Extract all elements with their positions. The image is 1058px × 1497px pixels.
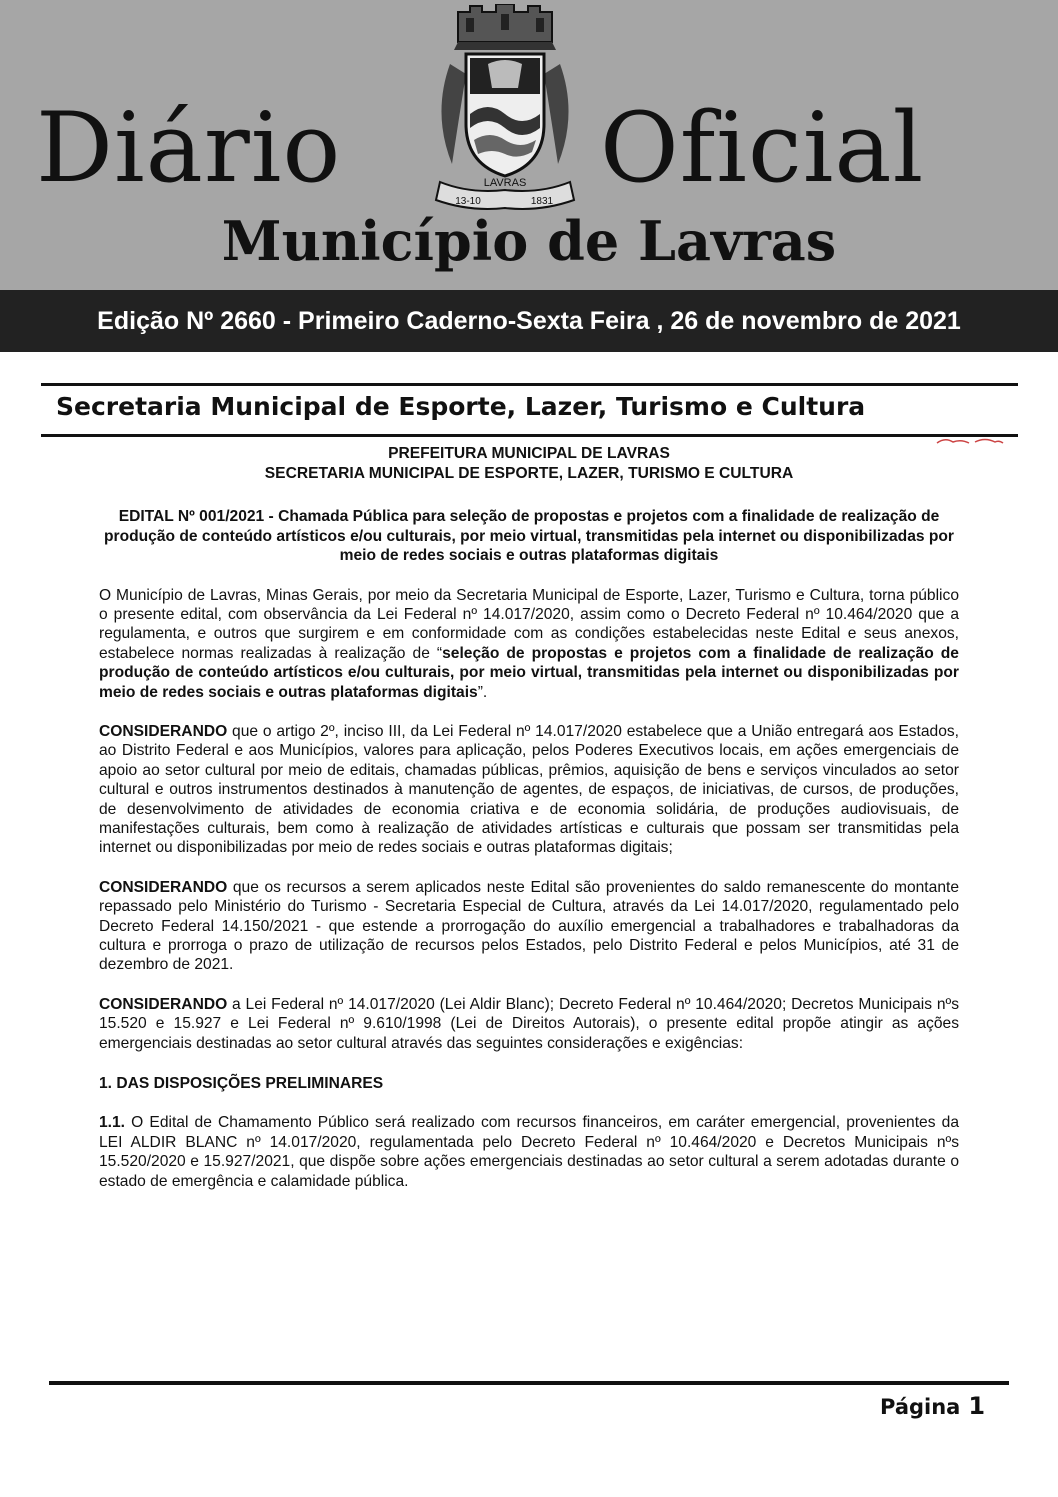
masthead xyxy=(0,0,1058,290)
page-label: Página xyxy=(880,1395,961,1419)
intro-bold-text: seleção de propostas e projetos com a finalidade de realização de produção de conteúdo artísticos e/ou culturais, por meio virtual, transmitidas pela internet ou disponibilizadas por meio de redes sociais e outras plataformas digitais xyxy=(99,644,959,701)
considerando-text: que o artigo 2º, inciso III, da Lei Federal nº 14.017/2020 estabelece que a União entregará aos Estados, ao Distrito Federal e aos Municípios, valores para aplicação, pelos Poderes Executivos locais, em ações emergenciais de apoio ao setor cultural por meio de editais, chamadas públicas, prêmios, aquisição de bens e serviços vinculados ao setor cultural e outros instrumentos destinados à manutenção de agentes, de espaços, de iniciativas, de cursos, de produções, de desenvolvimento de atividades de economia criativa e de economia solidária, de produções audiovisuais, de manifestações culturais, bem como à realização de atividades artísticas e culturais que possam ser transmitidas pela internet ou disponibilizadas por meio de redes sociais e outras plataformas digitais; xyxy=(99,722,959,857)
considerando-paragraph xyxy=(99,995,959,1053)
section-rule-top xyxy=(41,383,1018,386)
considerando-paragraph xyxy=(99,878,959,975)
edition-text: Edição Nº 2660 - Primeiro Caderno-Sexta Feira , 26 de novembro de 2021 xyxy=(97,306,961,335)
edition-bar xyxy=(0,290,1058,352)
clause-text: O Edital de Chamamento Público será realizado com recursos financeiros, em caráter emergencial, provenientes da LEI ALDIR BLANC nº 14.017/2020, regulamentada pelo Decreto Federal nº 10.464/2020 e Decretos Municipais nºs 15.520/2020 e 15.927/2021, que dispõe sobre ações emergenciais destinadas ao setor cultural a serem adotadas durante o estado de emergência e calamidade pública. xyxy=(99,1114,959,1190)
document-body xyxy=(99,444,959,1191)
intro-end: ”. xyxy=(477,683,488,701)
considerando-text: a Lei Federal nº 14.017/2020 (Lei Aldir Blanc); Decreto Federal nº 10.464/2020; Decretos Municipais nºs 15.520 e 15.927 e Lei Federal nº 9.610/1998 (Lei de Direitos Autorais), o presente edital propõe atingir as ações emergenciais destinadas ao setor cultural através das seguintes considerações e exigências: xyxy=(99,995,959,1052)
title-diario: Diário xyxy=(36,92,342,204)
considerando-paragraph xyxy=(99,722,959,858)
crest-ribbon-text: LAVRAS xyxy=(483,177,527,189)
org-line: PREFEITURA MUNICIPAL DE LAVRAS xyxy=(388,445,670,462)
crest-date-right: 1831 xyxy=(530,196,554,207)
edital-title: EDITAL Nº 001/2021 - Chamada Pública para seleção de propostas e projetos com a finalidade de realização de produção de conteúdo artísticos e/ou culturais, por meio virtual, transmitidas pela internet ou disponibilizadas por meio de redes sociais e outras plataformas digitais xyxy=(104,508,954,564)
considerando-lead: CONSIDERANDO xyxy=(99,722,228,740)
section-heading: 1. DAS DISPOSIÇÕES PRELIMINARES xyxy=(99,1075,384,1093)
considerando-text: que os recursos a serem aplicados neste Edital são provenientes do saldo remanescente do montante repassado pelo Ministério do Turismo - Secretaria Especial de Cultura, através da Lei 14.017/2020, regulamentado pelo Decreto Federal 14.150/2021 - que estende a prorrogação do auxílio emergencial a trabalhadores e trabalhadoras da cultura e prorroga o prazo de utilização de recursos pelos Estados, pelo Distrito Federal e pelos Municípios, até 31 de dezembro de 2021. xyxy=(99,878,959,974)
title-oficial: Oficial xyxy=(600,92,925,204)
org-line: SECRETARIA MUNICIPAL DE ESPORTE, LAZER, TURISMO E CULTURA xyxy=(264,464,794,482)
clause-paragraph xyxy=(99,1113,959,1191)
page-number-value: 1 xyxy=(968,1392,986,1420)
crest-date-left: 13-10 xyxy=(455,196,481,207)
section-rule-bottom xyxy=(41,434,1018,437)
masthead-subtitle: Município de Lavras xyxy=(221,209,837,273)
considerando-lead: CONSIDERANDO xyxy=(99,878,228,896)
section-title: Secretaria Municipal de Esporte, Lazer, Turismo e Cultura xyxy=(56,392,866,421)
page-number xyxy=(880,1392,985,1420)
intro-text: O Município de Lavras, Minas Gerais, por meio da Secretaria Municipal de Esporte, Lazer, Turismo e Cultura, torna público o presente edital, com observância da Lei Federal nº 14.017/2020, assim como o Decreto Federal nº 10.464/2020 que a regulamenta, e outros que surgirem e em conformidade com as condições estabelecidas neste Edital e seus anexos, estabelece normas realizadas à realização de “ xyxy=(99,586,959,662)
considerando-lead: CONSIDERANDO xyxy=(99,995,228,1013)
intro-paragraph xyxy=(99,586,959,702)
clause-number: 1.1. xyxy=(99,1114,126,1132)
footer-rule xyxy=(49,1381,1009,1385)
coat-of-arms-icon xyxy=(430,4,580,214)
